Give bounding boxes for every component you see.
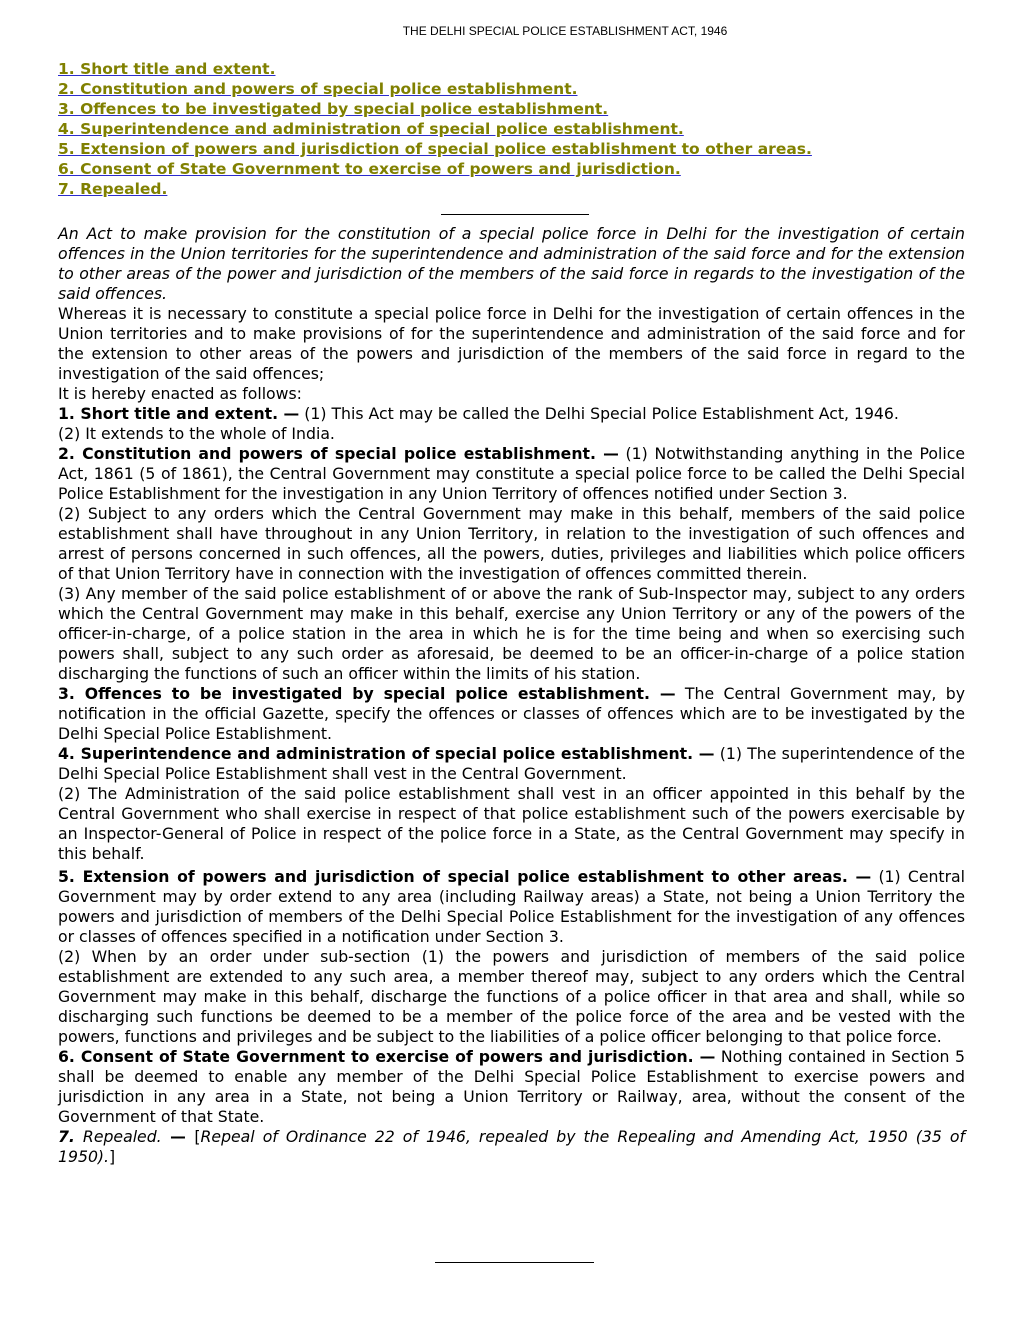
bracket-close: ] bbox=[109, 1147, 116, 1166]
toc-link-section-7[interactable]: 7. Repealed. bbox=[58, 180, 168, 198]
act-body bbox=[58, 224, 965, 1167]
section-heading: 2. Constitution and powers of special police establishment. — bbox=[58, 444, 619, 463]
table-of-contents bbox=[58, 59, 958, 199]
section-text: (1) Central Government may by order extend to any area (including Railway areas) a State, not being a Union Territory the powers and jurisdiction of members of the Delhi Special Police Establishment for the investigation of any offences or classes of offences specified in a notification under Section 3. bbox=[58, 867, 965, 946]
section-text: (1) The superintendence of the Delhi Special Police Establishment shall vest in the Central Government. bbox=[58, 744, 965, 783]
section-heading: 4. Superintendence and administration of special police establishment. — bbox=[58, 744, 715, 763]
section-3 bbox=[58, 684, 965, 744]
section-4-sub-2: (2) The Administration of the said police establishment shall vest in an officer appointed in this behalf by the Central Government who shall exercise in respect of that police establishment such of the powers exercisable by an Inspector-General of Police in respect of the police force in a State, as the Central Government may specify in this behalf. bbox=[58, 784, 965, 863]
toc-link-section-1[interactable]: 1. Short title and extent. bbox=[58, 60, 276, 78]
whereas-clause: Whereas it is necessary to constitute a special police force in Delhi for the investigation of certain offences in the Union territories and to make provisions of for the superintendence and administration of the said force and for the extension to other areas of the powers and jurisdiction of the members of the said force in regard to the investigation of the said offences; bbox=[58, 304, 965, 383]
section-1 bbox=[58, 404, 965, 424]
section-heading: 6. Consent of State Government to exercise of powers and jurisdiction. — bbox=[58, 1047, 716, 1066]
toc-link-section-6[interactable]: 6. Consent of State Government to exercise of powers and jurisdiction. bbox=[58, 160, 681, 178]
section-text: (1) Notwithstanding anything in the Police Act, 1861 (5 of 1861), the Central Government may constitute a special police force to be called the Delhi Special Police Establishment for the investigation in any Union Territory of offences notified under Section 3. bbox=[58, 444, 965, 503]
toc-link-section-2[interactable]: 2. Constitution and powers of special police establishment. bbox=[58, 80, 578, 98]
section-5 bbox=[58, 867, 965, 947]
running-header: THE DELHI SPECIAL POLICE ESTABLISHMENT ACT, 1946 bbox=[402, 24, 728, 38]
section-1-sub-2: (2) It extends to the whole of India. bbox=[58, 424, 335, 443]
toc-link-section-5[interactable]: 5. Extension of powers and jurisdiction of special police establishment to other areas. bbox=[58, 140, 812, 158]
section-2-sub-2: (2) Subject to any orders which the Central Government may make in this behalf, members of the said police establishment shall have throughout in any Union Territory, in relation to the investigation of such offences and arrest of persons concerned in such offences, all the powers, duties, privileges and liabilities which police officers of that Union Territory have in connection with the investigation of offences committed therein. bbox=[58, 504, 965, 583]
section-text: The Central Government may, by notification in the official Gazette, specify the offences or classes of offences which are to be investigated by the Delhi Special Police Establishment. bbox=[58, 684, 966, 743]
section-7 bbox=[58, 1127, 965, 1167]
bracket-open: [ bbox=[194, 1127, 201, 1146]
toc-link-section-4[interactable]: 4. Superintendence and administration of special police establishment. bbox=[58, 120, 684, 138]
enacting-clause: It is hereby enacted as follows: bbox=[58, 384, 302, 403]
section-number: 7. bbox=[58, 1127, 75, 1146]
bottom-divider bbox=[435, 1262, 594, 1263]
toc-link-section-3[interactable]: 3. Offences to be investigated by special police establishment. bbox=[58, 100, 609, 118]
section-2 bbox=[58, 444, 965, 504]
repeal-note: Repeal of Ordinance 22 of 1946, repealed by the Repealing and Amending Act, 1950 (35 of 1950). bbox=[58, 1127, 965, 1166]
section-4 bbox=[58, 744, 965, 784]
section-text: (1) This Act may be called the Delhi Special Police Establishment Act, 1946. bbox=[299, 404, 899, 423]
section-2-sub-3: (3) Any member of the said police establishment of or above the rank of Sub-Inspector may, subject to any orders which the Central Government may make in this behalf, exercise any Union Territory or any of the powers of the officer-in-charge, of a police station in the area in which he is for the time being and when so exercising such powers shall, subject to any such order as aforesaid, be deemed to be an officer-in-charge of a police station discharging the functions of such an officer within the limits of his station. bbox=[58, 584, 965, 683]
section-dash: — bbox=[161, 1127, 195, 1146]
preamble: An Act to make provision for the constitution of a special police force in Delhi for the investigation of certain offences in the Union territories for the superintendence and administration of the said force and for the extension to other areas of the power and jurisdiction of the members of the said force in regards to the investigation of the said offences. bbox=[58, 224, 965, 303]
section-title: Repealed. bbox=[74, 1127, 162, 1146]
section-heading: 1. Short title and extent. — bbox=[58, 404, 300, 423]
section-5-sub-2: (2) When by an order under sub-section (1) the powers and jurisdiction of members of the said police establishment are extended to any such area, a member thereof may, subject to any orders which the Central Government may make in this behalf, discharge the functions of a police officer in that area and shall, while so discharging such functions be deemed to be a member of the police force of the area and be vested with the powers, functions and privileges and be subject to the liabilities of a police officer belonging to that police force. bbox=[58, 947, 965, 1046]
section-heading: 3. Offences to be investigated by special police establishment. — bbox=[58, 684, 676, 703]
section-heading: 5. Extension of powers and jurisdiction of special police establishment to other areas. — bbox=[58, 867, 872, 886]
top-divider bbox=[441, 214, 589, 215]
section-text: Nothing contained in Section 5 shall be deemed to enable any member of the Delhi Special Police Establishment to exercise powers and jurisdiction in any area in a State, not being a Union Territory or Railway, area, without the consent of the Government of that State. bbox=[58, 1047, 965, 1126]
section-6 bbox=[58, 1047, 965, 1127]
